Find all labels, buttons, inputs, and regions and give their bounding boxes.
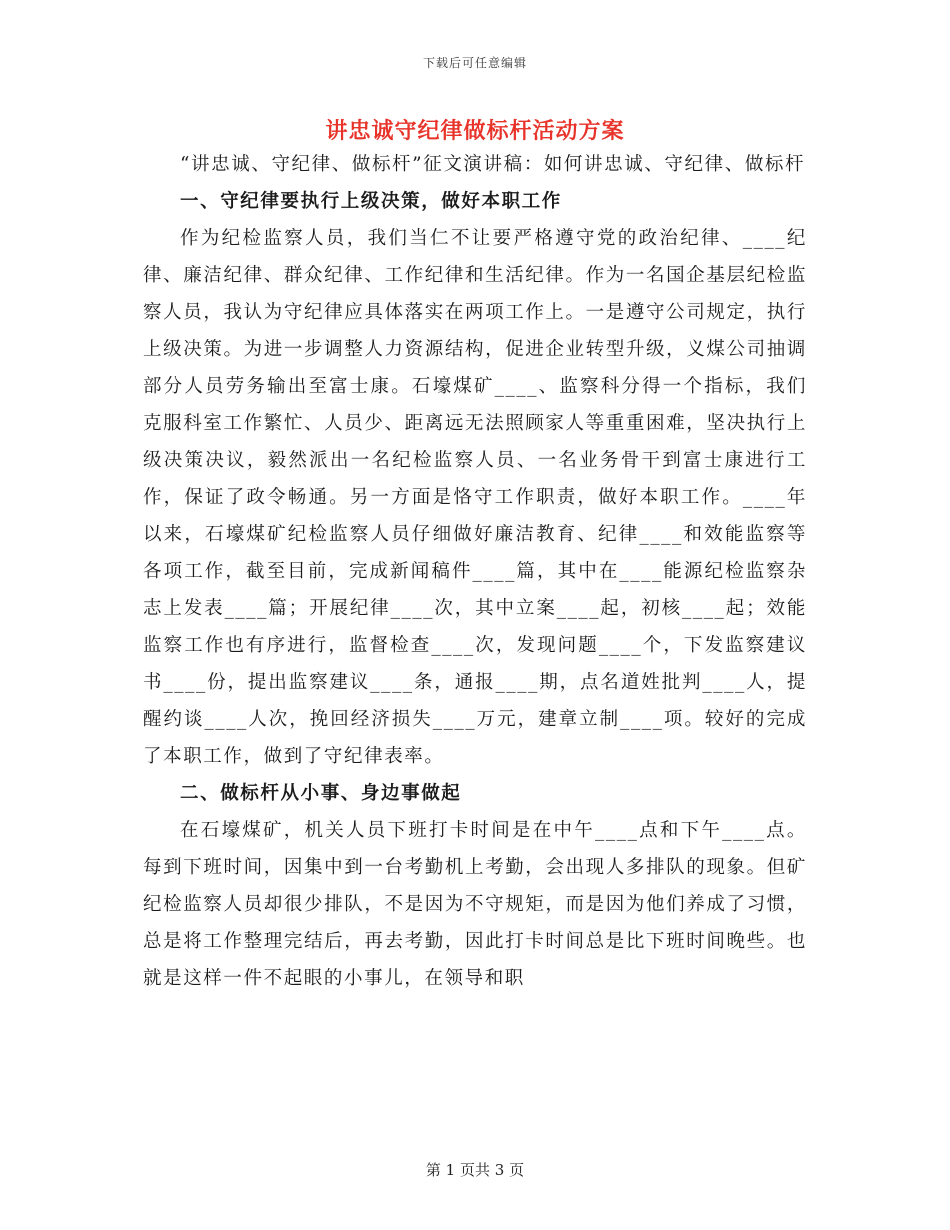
document-body — [143, 146, 807, 997]
section-paragraph-2: 在石壕煤矿，机关人员下班打卡时间是在中午____点和下午____点。每到下班时间，因集中到一台考勤机上考勤，会出现人多排队的现象。但矿纪检监察人员却很少排队，不是因为不守规矩，而是因为他们养成了习惯，总是将工作整理完结后，再去考勤，因此打卡时间总是比下班时间晚些。也就是这样一件不起眼的小事儿，在领导和职 — [143, 820, 807, 989]
header-note: 下载后可任意编辑 — [422, 56, 527, 70]
page-indicator: 第 1 页共 3 页 — [425, 1161, 525, 1179]
subtitle-line: “讲忠诚、守纪律、做标杆”征文演讲稿：如何讲忠诚、守纪律、做标杆 — [180, 154, 806, 175]
document-title: 讲忠诚守纪律做标杆活动方案 — [325, 118, 625, 144]
section-heading-1: 一、守纪律要执行上级决策，做好本职工作 — [180, 191, 562, 212]
section-heading-2: 二、做标杆从小事、身边事做起 — [180, 783, 462, 804]
section-paragraph-1: 作为纪检监察人员，我们当仁不让要严格遵守党的政治纪律、____纪律、廉洁纪律、群众纪律、工作纪律和生活纪律。作为一名国企基层纪检监察人员，我认为守纪律应具体落实在两项工作上。一是遵守公司规定，执行上级决策。为进一步调整人力资源结构，促进企业转型升级，义煤公司抽调部分人员劳务输出至富士康。石壕煤矿____、监察科分得一个指标，我们克服科室工作繁忙、人员少、距离远无法照顾家人等重重困难，坚决执行上级决策决议，毅然派出一名纪检监察人员、一名业务骨干到富士康进行工作，保证了政令畅通。另一方面是恪守工作职责，做好本职工作。____年以来，石壕煤矿纪检监察人员仔细做好廉洁教育、纪律____和效能监察等各项工作，截至目前，完成新闻稿件____篇，其中在____能源纪检监察杂志上发表____篇；开展纪律____次，其中立案____起，初核____起；效能监察工作也有序进行，监督检查____次，发现问题____个，下发监察建议书____份，提出监察建议____条，通报____期，点名道姓批判____人，提醒约谈____人次，挽回经济损失____万元，建章立制____项。较好的完成了本职工作，做到了守纪律表率。 — [143, 228, 807, 767]
